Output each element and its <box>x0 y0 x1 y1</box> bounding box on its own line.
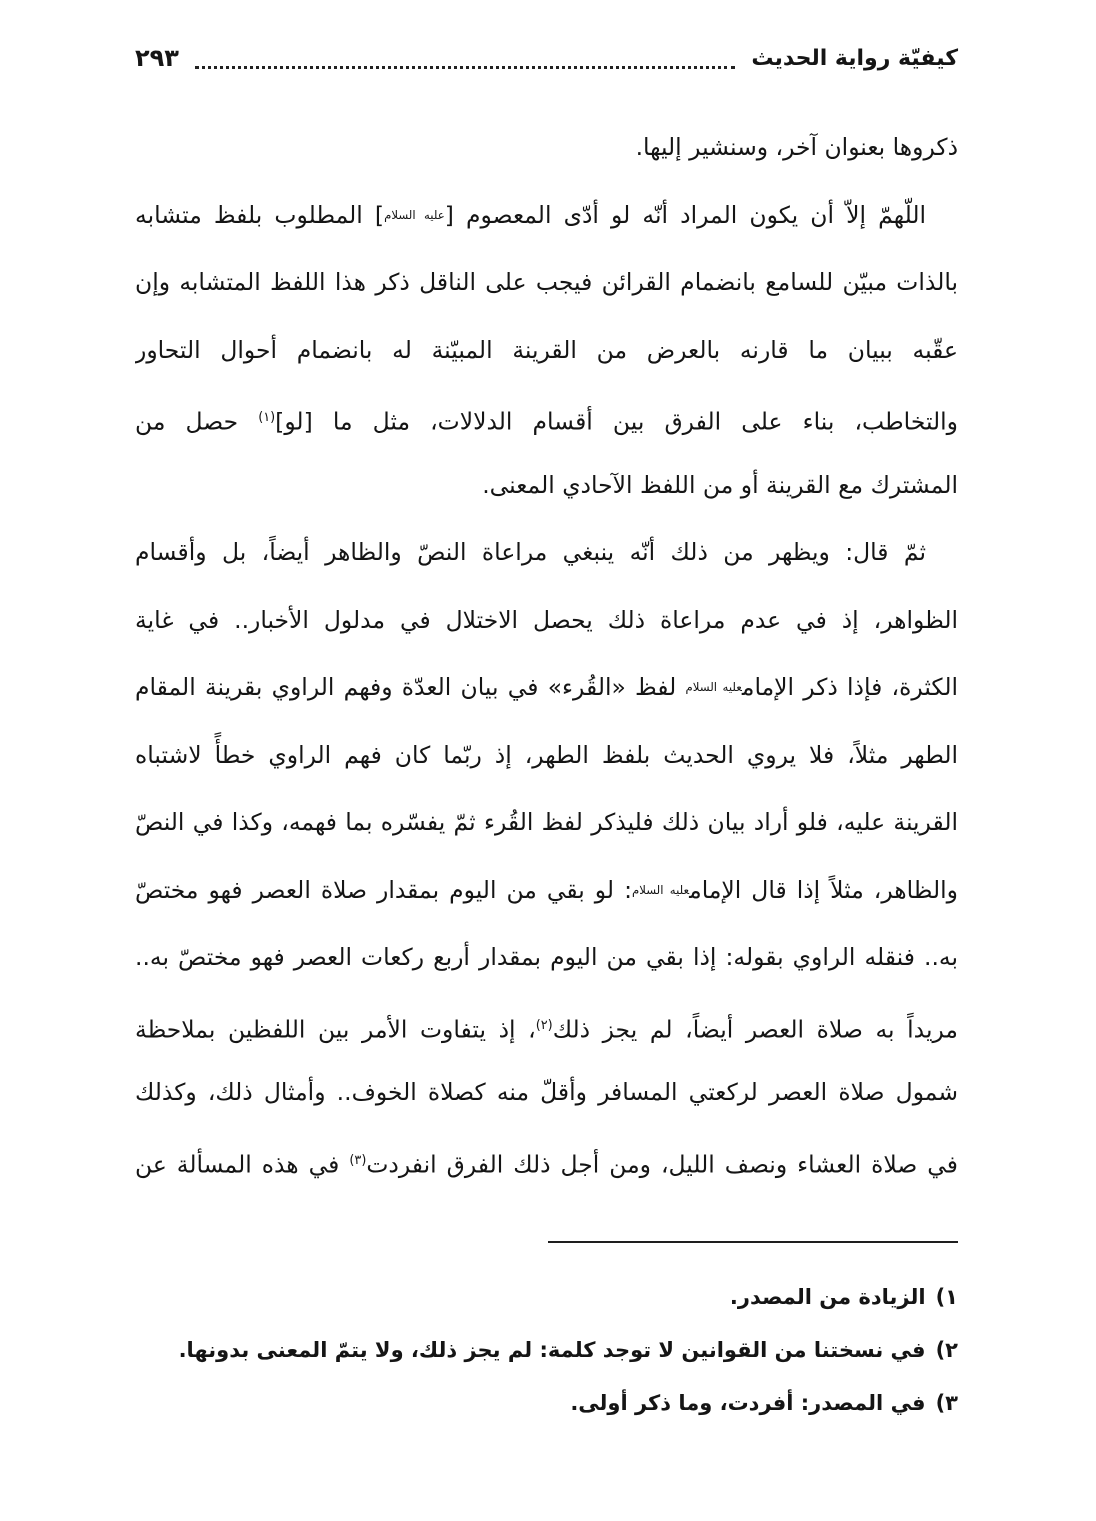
line-text: : لو بقي من اليوم بمقدار صلاة العصر فهو مختصّ <box>135 875 632 904</box>
footnote-marker: ٣) <box>935 1391 958 1415</box>
footnote <box>135 1271 958 1324</box>
line-text: ذكروها بعنوان آخر، وسنشير إليها. <box>635 133 958 161</box>
body-line <box>135 722 958 790</box>
line-text: والتخاطب، بناء على الفرق بين أقسام الدلالات، مثل ما [لو] <box>275 407 958 436</box>
body-line <box>135 857 958 925</box>
dotted-leader <box>195 66 735 69</box>
line-text: والظاهر، مثلاً إذا قال الإمام <box>689 875 958 904</box>
main-text <box>135 114 958 1194</box>
footnote-ref: (٢) <box>535 1017 553 1033</box>
line-text: عقّبه ببيان ما قارنه بالعرض من القرينة المبيّنة له بانضمام أحوال التحاور <box>135 335 958 364</box>
footnote-separator <box>548 1241 958 1243</box>
body-line <box>135 114 958 182</box>
body-line <box>135 317 958 385</box>
line-text: في هذه المسألة عن <box>135 1149 350 1178</box>
page-number: ٢٩٣ <box>135 44 179 72</box>
line-text: الطهر مثلاً، فلا يروي الحديث بلفظ الطهر، إذ ربّما كان فهم الراوي خطأً لاشتباه <box>135 740 958 769</box>
body-line <box>135 1127 958 1195</box>
footnote-marker: ١) <box>935 1285 958 1309</box>
line-text: بالذات مبيّن للسامع بانضمام القرائن فيجب على الناقل ذكر هذا اللفظ المتشابه وإن <box>135 268 958 296</box>
honorific-symbol: عليه السلام <box>685 680 742 694</box>
line-text: به.. فنقله الراوي بقوله: إذا بقي من اليوم بمقدار أربع ركعات العصر فهو مختصّ به.. <box>135 943 958 971</box>
line-text: القرينة عليه، فلو أراد بيان ذلك فليذكر لفظ القُرء ثمّ يفسّره بما فهمه، وكذا في النصّ <box>135 808 958 836</box>
running-title: كيفيّة رواية الحديث <box>751 45 958 71</box>
line-text: ، إذ يتفاوت الأمر بين اللفظين بملاحظة <box>135 1014 536 1043</box>
footnote-ref: (٣) <box>349 1152 367 1168</box>
body-line <box>135 182 958 250</box>
body-line <box>135 519 958 587</box>
line-text: حصل من <box>135 407 259 436</box>
footnote-text: في المصدر: أفردت، وما ذكر أولى. <box>570 1391 926 1415</box>
body-line <box>135 452 958 520</box>
footnote-marker: ٢) <box>935 1338 958 1362</box>
line-text: اللّهمّ إلاّ أن يكون المراد أنّه لو أدّى المعصوم [ <box>444 200 926 229</box>
line-text: في صلاة العشاء ونصف الليل، ومن أجل ذلك الفرق انفردت <box>366 1149 958 1178</box>
line-text: شمول صلاة العصر لركعتي المسافر وأقلّ منه كصلاة الخوف.. وأمثال ذلك، وكذلك <box>135 1078 958 1106</box>
body-line <box>135 789 958 857</box>
footnote-text: الزيادة من المصدر. <box>729 1285 926 1309</box>
footnote <box>135 1324 958 1377</box>
line-text: الكثرة، فإذا ذكر الإمام <box>741 673 958 702</box>
footnotes <box>135 1271 958 1430</box>
body-line <box>135 384 958 452</box>
footnote-ref: (١) <box>258 410 276 425</box>
body-line <box>135 924 958 992</box>
line-text: المشترك مع القرينة أو من اللفظ الآحادي المعنى. <box>482 470 958 499</box>
line-text: مريداً به صلاة العصر أيضاً، لم يجز ذلك <box>552 1014 958 1043</box>
honorific-symbol: عليه السلام <box>631 882 690 897</box>
line-text: لفظ «القُرء» في بيان العدّة وفهم الراوي بقرينة المقام <box>135 673 686 702</box>
line-text: ] المطلوب بلفظ متشابه <box>135 200 385 229</box>
body-line <box>135 249 958 317</box>
body-line <box>135 992 958 1060</box>
line-text: ثمّ قال: ويظهر من ذلك أنّه ينبغي مراعاة النصّ والظاهر أيضاً، بل وأقسام <box>135 538 926 566</box>
body-line <box>135 654 958 722</box>
footnote <box>135 1377 958 1430</box>
running-header <box>135 36 958 80</box>
body-line <box>135 1059 958 1127</box>
footnote-text: في نسختنا من القوانين لا توجد كلمة: لم يجز ذلك، ولا يتمّ المعنى بدونها. <box>178 1338 926 1362</box>
line-text: الظواهر، إذ في عدم مراعاة ذلك يحصل الاختلال في مدلول الأخبار.. في غاية <box>135 605 958 634</box>
body-line <box>135 587 958 655</box>
honorific-symbol: عليه السلام <box>384 207 445 222</box>
